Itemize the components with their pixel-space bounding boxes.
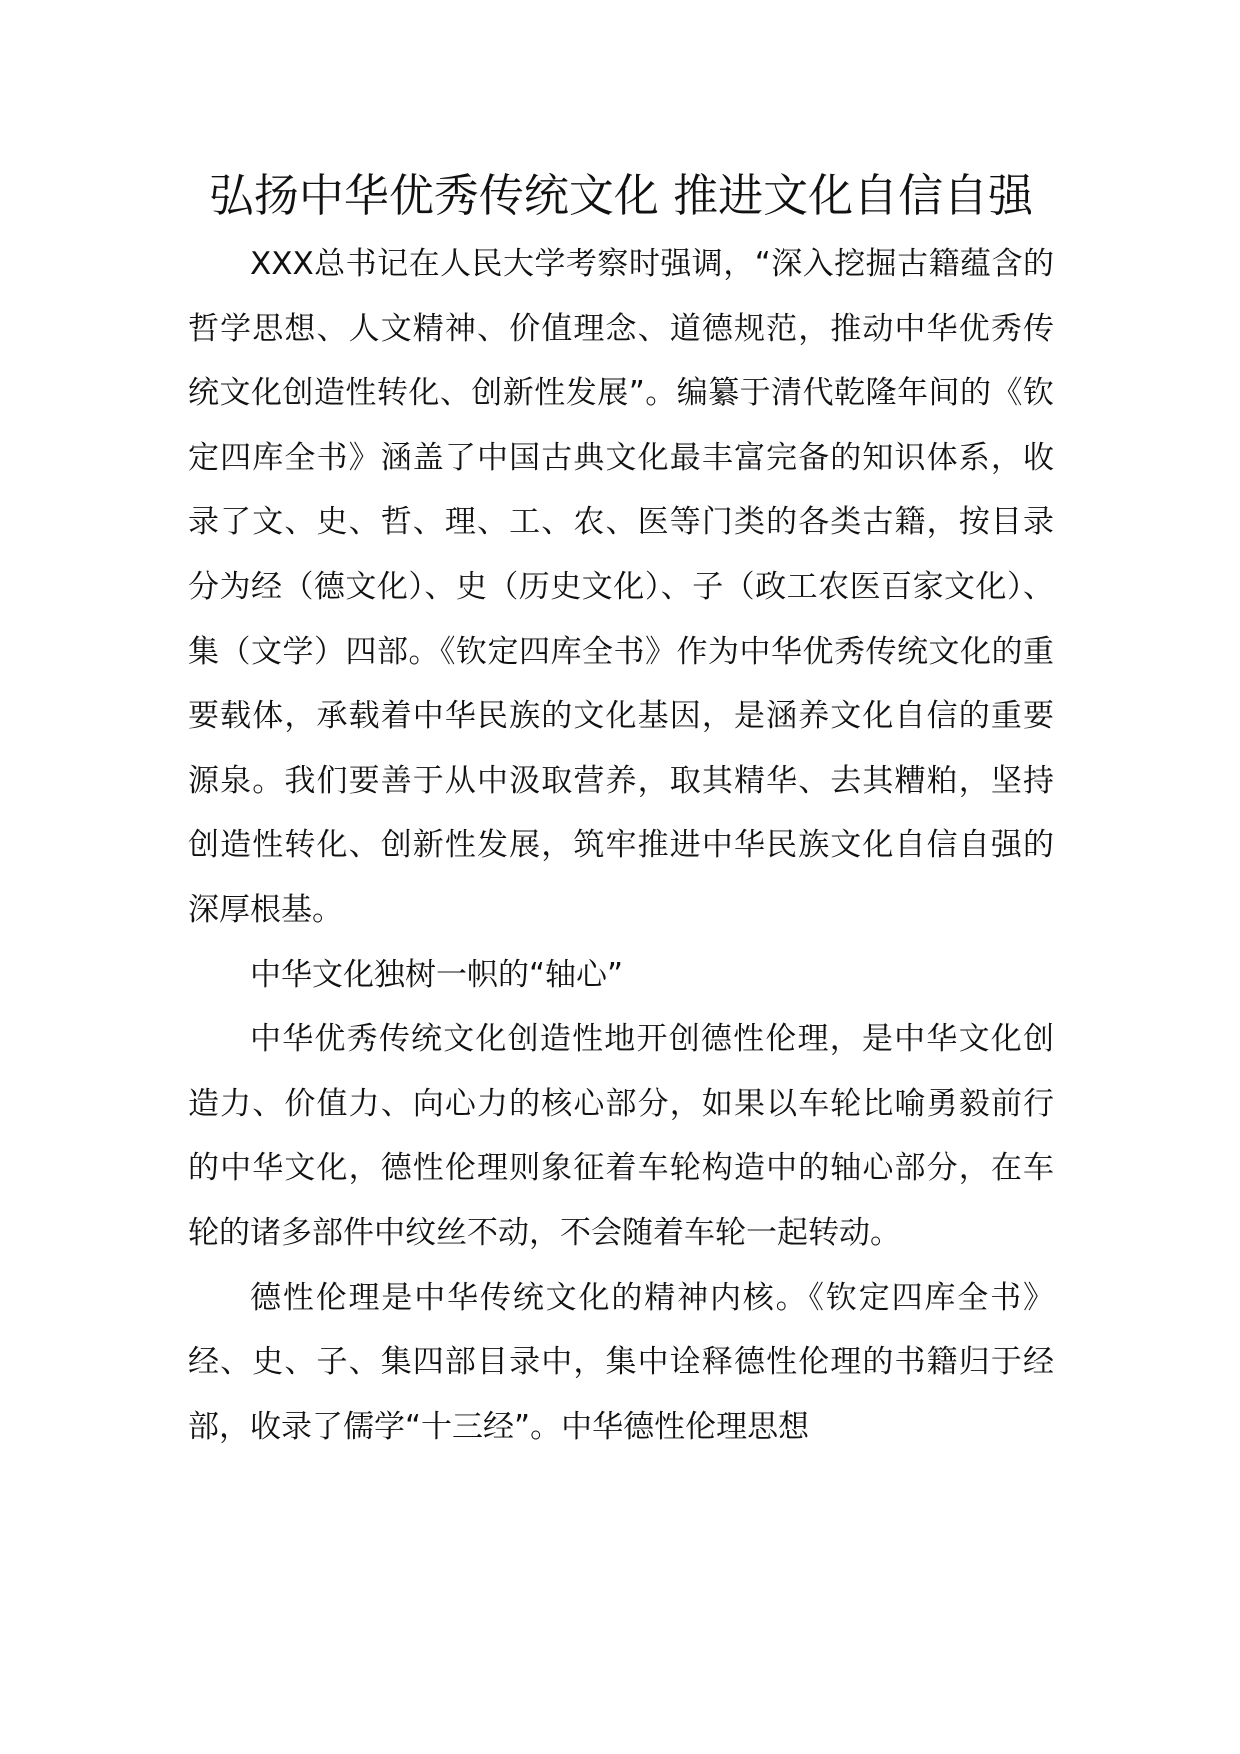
intro-paragraph: XXX总书记在人民大学考察时强调，“深入挖掘古籍蕴含的哲学思想、人文精神、价值理念、道德规范，推动中华优秀传统文化创造性转化、创新性发展”。编纂于清代乾隆年间的《钦定四库全书》涵盖了中国古典文化最丰富完备的知识体系，收录了文、史、哲、理、工、农、医等门类的各类古籍，按目录分为经（德文化）、史（历史文化）、子（政工农医百家文化）、集（文学）四部。《钦定四库全书》作为中华优秀传统文化的重要载体，承载着中华民族的文化基因，是涵养文化自信的重要源泉。我们要善于从中汲取营养，取其精华、去其糟粕，坚持创造性转化、创新性发展，筑牢推进中华民族文化自信自强的深厚根基。 — [188, 246, 1054, 928]
section-heading: 中华文化独树一帜的“轴心” — [250, 956, 624, 993]
section-paragraph-1: 中华优秀传统文化创造性地开创德性伦理，是中华文化创造力、价值力、向心力的核心部分，如果以车轮比喻勇毅前行的中华文化，德性伦理则象征着车轮构造中的轴心部分，在车轮的诸多部件中纹丝不动，不会随着车轮一起转动。 — [188, 1021, 1054, 1251]
section-paragraph-2: 德性伦理是中华传统文化的精神内核。《钦定四库全书》经、史、子、集四部目录中，集中诠释德性伦理的书籍归于经部，收录了儒学“十三经”。中华德性伦理思想 — [188, 1279, 1054, 1445]
document-title: 弘扬中华优秀传统文化 推进文化自信自强 — [208, 169, 1034, 222]
